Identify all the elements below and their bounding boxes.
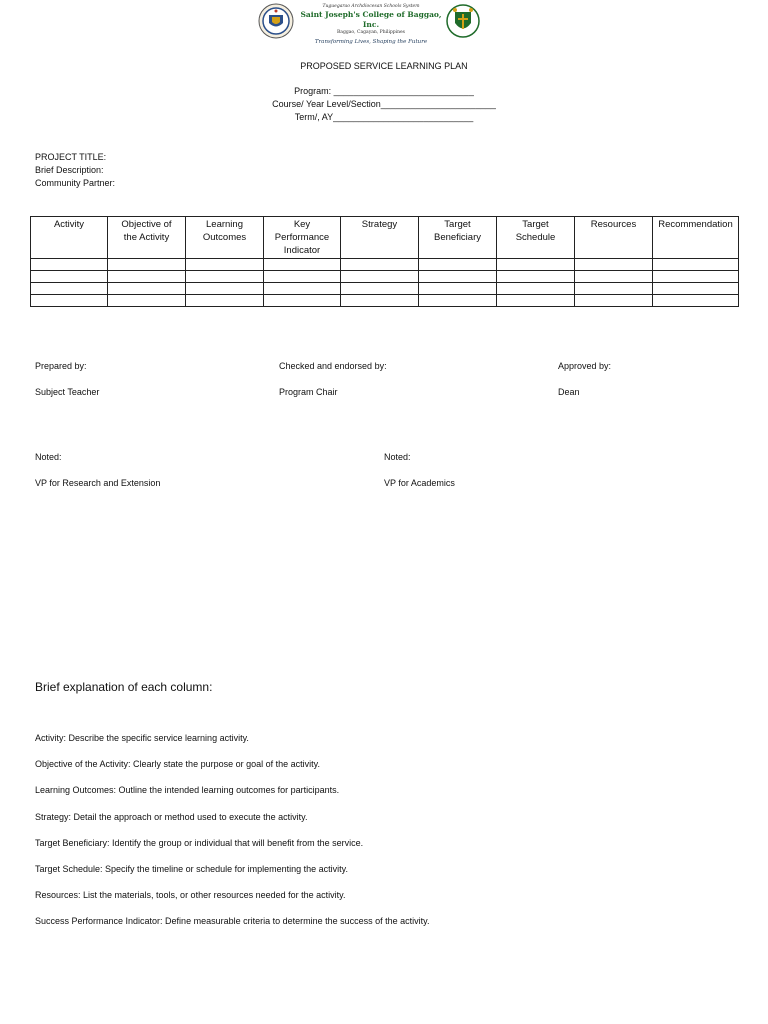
table-cell[interactable] xyxy=(575,259,653,271)
table-cell[interactable] xyxy=(264,295,341,307)
explanation-item: Activity: Describe the specific service learning activity. xyxy=(35,733,249,743)
table-cell[interactable] xyxy=(341,259,419,271)
column-header xyxy=(653,217,739,259)
column-header xyxy=(264,217,341,259)
table-cell[interactable] xyxy=(108,283,186,295)
table-cell[interactable] xyxy=(653,295,739,307)
table-cell[interactable] xyxy=(575,295,653,307)
school-name: Saint Joseph's College of Baggao, Inc. xyxy=(300,10,442,29)
document-title: PROPOSED SERVICE LEARNING PLAN xyxy=(300,61,468,71)
column-header-text: Target xyxy=(522,219,549,230)
column-header xyxy=(497,217,575,259)
noted-label-academics: Noted: xyxy=(384,452,411,462)
school-header xyxy=(230,0,510,45)
table-cell[interactable] xyxy=(575,271,653,283)
vp-academics-role: VP for Academics xyxy=(384,478,455,488)
community-partner-label: Community Partner: xyxy=(35,178,116,188)
table-cell[interactable] xyxy=(31,271,108,283)
table-cell[interactable] xyxy=(341,283,419,295)
checked-endorsed-label: Checked and endorsed by: xyxy=(279,361,387,371)
table-cell[interactable] xyxy=(341,271,419,283)
table-header-row xyxy=(31,217,739,259)
vp-research-extension-role: VP for Research and Extension xyxy=(35,478,161,488)
table-cell[interactable] xyxy=(653,259,739,271)
column-header-text: Outcomes xyxy=(202,232,247,243)
table-cell[interactable] xyxy=(31,259,108,271)
table-cell[interactable] xyxy=(419,283,497,295)
table-row xyxy=(31,295,739,307)
table-cell[interactable] xyxy=(108,259,186,271)
table-cell[interactable] xyxy=(497,259,575,271)
column-header-text: Strategy xyxy=(361,219,398,230)
project-title-label: PROJECT TITLE: xyxy=(35,152,107,162)
subject-teacher-role: Subject Teacher xyxy=(35,387,100,397)
table-cell[interactable] xyxy=(341,295,419,307)
table-cell[interactable] xyxy=(108,295,186,307)
column-header-text: Beneficiary xyxy=(434,232,481,243)
column-header xyxy=(186,217,264,259)
table-cell[interactable] xyxy=(186,259,264,271)
term-line: Term/, AY____________________________ xyxy=(294,112,474,122)
table-cell[interactable] xyxy=(186,295,264,307)
explanation-item: Target Beneficiary: Identify the group or individual that will benefit from the service. xyxy=(35,837,364,848)
table-body xyxy=(31,259,739,307)
table-cell[interactable] xyxy=(186,283,264,295)
table-row xyxy=(31,283,739,295)
program-chair-role: Program Chair xyxy=(279,387,338,397)
school-location: Baggao, Cagayan, Philippines xyxy=(337,30,405,35)
column-header xyxy=(341,217,419,259)
table-cell[interactable] xyxy=(264,283,341,295)
table-cell[interactable] xyxy=(31,283,108,295)
table-row xyxy=(31,271,739,283)
table-cell[interactable] xyxy=(108,271,186,283)
dean-role: Dean xyxy=(558,387,580,397)
service-learning-plan-table xyxy=(30,216,739,307)
column-header-text: Indicator xyxy=(283,245,321,256)
column-header xyxy=(419,217,497,259)
explanation-heading: Brief explanation of each column: xyxy=(35,680,213,694)
column-header xyxy=(31,217,108,259)
table-cell[interactable] xyxy=(419,271,497,283)
column-header-text: Recommendation xyxy=(658,219,733,230)
column-header-text: Schedule xyxy=(515,232,556,243)
table-row xyxy=(31,259,739,271)
table-cell[interactable] xyxy=(419,295,497,307)
noted-label-research: Noted: xyxy=(35,452,62,462)
table-cell[interactable] xyxy=(186,271,264,283)
prepared-by-label: Prepared by: xyxy=(35,361,87,371)
column-header-text: Target xyxy=(444,219,471,230)
column-header-text: Performance xyxy=(274,232,330,243)
course-line: Course/ Year Level/Section_______________________ xyxy=(272,99,496,109)
column-header-text: Activity xyxy=(53,219,85,230)
table-cell[interactable] xyxy=(264,259,341,271)
column-header-text: Key xyxy=(293,219,311,230)
column-header-text: Objective of xyxy=(121,219,172,230)
table-cell[interactable] xyxy=(497,283,575,295)
column-header-text: the Activity xyxy=(123,232,170,243)
table-cell[interactable] xyxy=(653,283,739,295)
explanation-item: Strategy: Detail the approach or method used to execute the activity. xyxy=(35,811,308,822)
explanation-item: Target Schedule: Specify the timeline or schedule for implementing the activity. xyxy=(35,864,348,874)
table-cell[interactable] xyxy=(497,271,575,283)
school-system-text: Tuguegarao Archdiocesan Schools System xyxy=(322,4,420,9)
college-crest-logo xyxy=(446,3,480,39)
brief-description-label: Brief Description: xyxy=(35,165,104,175)
school-motto: Transforming Lives, Shaping the Future xyxy=(314,39,428,45)
explanation-item: Learning Outcomes: Outline the intended learning outcomes for participants. xyxy=(35,785,340,796)
column-header-text: Learning xyxy=(206,219,243,230)
column-header-text: Resources xyxy=(590,219,637,230)
program-line: Program: ____________________________ xyxy=(294,86,474,96)
column-header xyxy=(108,217,186,259)
school-seal-logo xyxy=(258,3,294,39)
column-header xyxy=(575,217,653,259)
table-cell[interactable] xyxy=(497,295,575,307)
explanation-item: Objective of the Activity: Clearly state the purpose or goal of the activity. xyxy=(35,759,320,770)
table-cell[interactable] xyxy=(264,271,341,283)
school-name-block xyxy=(298,4,444,46)
explanation-item: Resources: List the materials, tools, or other resources needed for the activity. xyxy=(35,890,346,901)
approved-by-label: Approved by: xyxy=(558,361,612,371)
table-cell[interactable] xyxy=(31,295,108,307)
table-cell[interactable] xyxy=(575,283,653,295)
table-cell[interactable] xyxy=(419,259,497,271)
table-cell[interactable] xyxy=(653,271,739,283)
explanation-item: Success Performance Indicator: Define measurable criteria to determine the success of the activity. xyxy=(35,916,430,927)
